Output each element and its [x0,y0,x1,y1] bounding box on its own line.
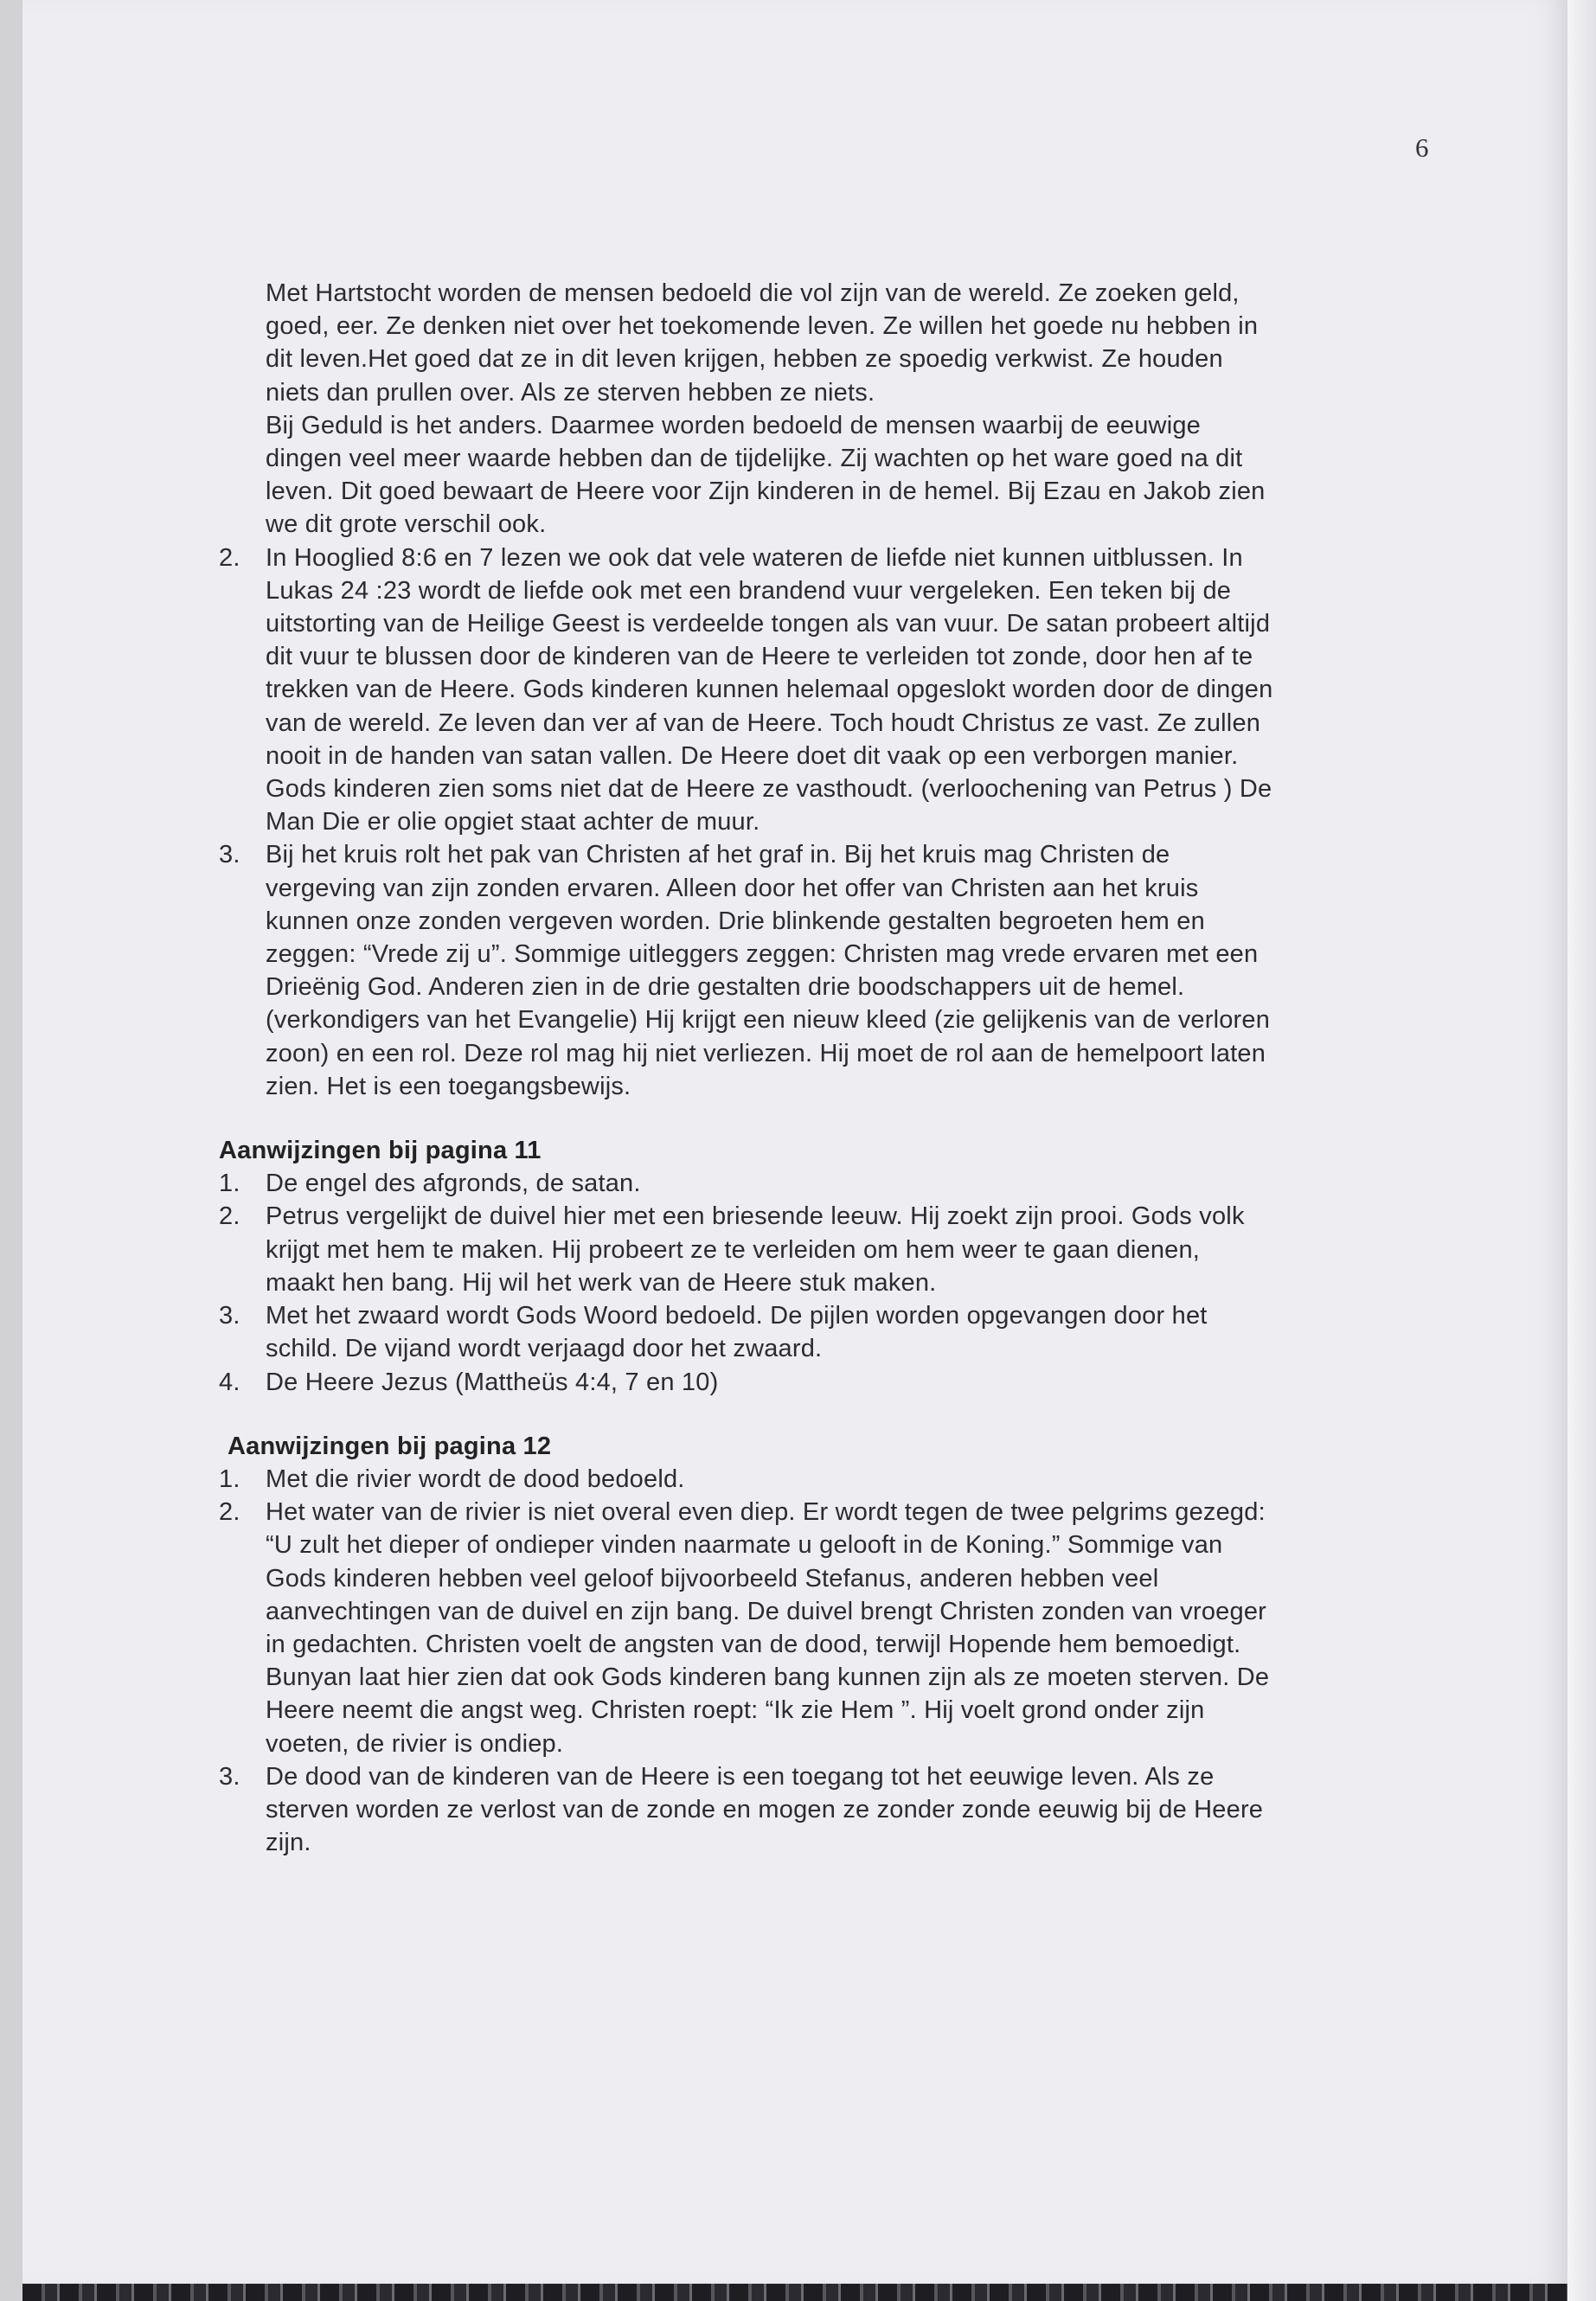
section-heading-page-11: Aanwijzingen bij pagina 11 [219,1137,542,1165]
text-line: zien. Het is een toegangsbewijs. [266,1072,631,1100]
text-line: “U zult het dieper of ondieper vinden naarmate u gelooft in de Koning.” Sommige van [266,1531,1223,1560]
item-number: 4. [219,1368,240,1396]
text-line: Drieënig God. Anderen zien in de drie gestalten drie boodschappers uit de hemel. [266,973,1185,1002]
text-line: Met het zwaard wordt Gods Woord bedoeld. De pijlen worden opgevangen door het [266,1302,1208,1330]
text-line: Heere neemt die angst weg. Christen roept: “Ik zie Hem ”. Hij voelt grond onder zijn [266,1696,1205,1725]
list-item [219,1463,1430,1496]
text-line: Gods kinderen hebben veel geloof bijvoorbeeld Stefanus, anderen hebben veel [266,1564,1159,1593]
text-line: trekken van de Heere. Gods kinderen kunnen helemaal opgeslokt worden door de dingen [266,676,1273,704]
text-line: Man Die er olie opgiet staat achter de muur. [266,808,760,836]
text-line: goed, eer. Ze denken niet over het toekomende leven. Ze willen het goede nu hebben in [266,312,1259,341]
list-item [219,838,1430,1103]
text-line: zeggen: “Vrede zij u”. Sommige uitleggers zeggen: Christen mag vrede ervaren met een [266,940,1259,969]
list-item [219,1200,1430,1299]
scan-bottom-edge [22,2284,1567,2301]
text-line: dingen veel meer waarde hebben dan de tijdelijke. Zij wachten op het ware goed na dit [266,445,1243,473]
text-line: (verkondigers van het Evangelie) Hij krijgt een nieuw kleed (zie gelijkenis van de verloren [266,1006,1271,1035]
text-line: De dood van de kinderen van de Heere is een toegang tot het eeuwige leven. Als ze [266,1762,1215,1791]
text-line: uitstorting van de Heilige Geest is verdeelde tongen als van vuur. De satan probeert altijd [266,610,1271,638]
text-line: niets dan prullen over. Als ze sterven hebben ze niets. [266,378,875,407]
text-line: Lukas 24 :23 wordt de liefde ook met een brandend vuur vergeleken. Een teken bij de [266,576,1232,605]
page-number: 6 [1415,132,1429,163]
page-content [219,277,1430,1859]
text-line: Bunyan laat hier zien dat ook Gods kinderen bang kunnen zijn als ze moeten sterven. De [266,1663,1270,1692]
text-line: vergeving van zijn zonden ervaren. Alleen door het offer van Christen aan het kruis [266,874,1199,902]
document-page [22,0,1567,2284]
list-item [219,542,1430,839]
list-item [219,1366,1430,1399]
item-number: 3. [219,1302,240,1330]
text-line: aanvechtingen van de duivel en zijn bang. De duivel brengt Christen zonden van vroeger [266,1597,1267,1625]
text-line: voeten, de rivier is ondiep. [266,1729,564,1758]
text-line: De Heere Jezus (Mattheüs 4:4, 7 en 10) [266,1368,719,1396]
text-line: leven. Dit goed bewaart de Heere voor Zijn kinderen in de hemel. Bij Ezau en Jakob zien [266,478,1266,506]
text-line: De engel des afgronds, de satan. [266,1170,641,1198]
item-number: 1. [219,1170,240,1198]
item-number: 2. [219,1498,240,1527]
text-line: maakt hen bang. Hij wil het werk van de Heere stuk maken. [266,1268,937,1297]
text-line: Het water van de rivier is niet overal even diep. Er wordt tegen de twee pelgrims gezegd: [266,1498,1266,1527]
text-line: sterven worden ze verlost van de zonde en mogen ze zonder zonde eeuwig bij de Heere [266,1795,1264,1823]
list-item [219,1496,1430,1760]
list-item [219,1299,1430,1365]
text-line: dit vuur te blussen door de kinderen van de Heere te verleiden tot zonde, door hen af te [266,643,1253,671]
text-line: schild. De vijand wordt verjaagd door het zwaard. [266,1335,823,1363]
text-line: Gods kinderen zien soms niet dat de Heere ze vasthoudt. (verloochening van Petrus ) De [266,775,1272,804]
text-line: In Hooglied 8:6 en 7 lezen we ook dat vele wateren de liefde niet kunnen uitblussen. In [266,543,1243,572]
intro-paragraph [219,277,1430,542]
item-number: 3. [219,841,240,869]
item-number: 3. [219,1762,240,1791]
text-line: Met die rivier wordt de dood bedoeld. [266,1465,685,1493]
text-line: nooit in de handen van satan vallen. De Heere doet dit vaak op een verborgen manier. [266,741,1239,770]
text-line: van de wereld. Ze leven dan ver af van de Heere. Toch houdt Christus ze vast. Ze zullen [266,708,1261,737]
text-line: Bij het kruis rolt het pak van Christen af het graf in. Bij het kruis mag Christen de [266,841,1170,869]
text-line: kunnen onze zonden vergeven worden. Drie blinkende gestalten begroeten hem en [266,907,1205,935]
text-line: zijn. [266,1829,311,1857]
list-item [219,1760,1430,1860]
text-line: zoon) en een rol. Deze rol mag hij niet verliezen. Hij moet de rol aan de hemelpoort laten [266,1039,1266,1067]
text-line: dit leven.Het goed dat ze in dit leven krijgen, hebben ze spoedig verkwist. Ze houden [266,345,1223,374]
section-heading-page-12: Aanwijzingen bij pagina 12 [228,1432,552,1460]
item-number: 2. [219,543,240,572]
text-line: we dit grote verschil ook. [266,510,547,539]
item-number: 2. [219,1202,240,1231]
text-line: krijgt met hem te maken. Hij probeert ze te verleiden om hem weer te gaan dienen, [266,1235,1201,1264]
text-line: Met Hartstocht worden de mensen bedoeld die vol zijn van de wereld. Ze zoeken geld, [266,279,1240,307]
text-line: in gedachten. Christen voelt de angsten van de dood, terwijl Hopende hem bemoedigt. [266,1630,1241,1658]
list-item [219,1167,1430,1200]
text-line: Petrus vergelijkt de duivel hier met een briesende leeuw. Hij zoekt zijn prooi. Gods volk [266,1202,1245,1231]
page-right-edge [1567,0,1596,2301]
text-line: Bij Geduld is het anders. Daarmee worden bedoeld de mensen waarbij de eeuwige [266,411,1201,439]
item-number: 1. [219,1465,240,1493]
